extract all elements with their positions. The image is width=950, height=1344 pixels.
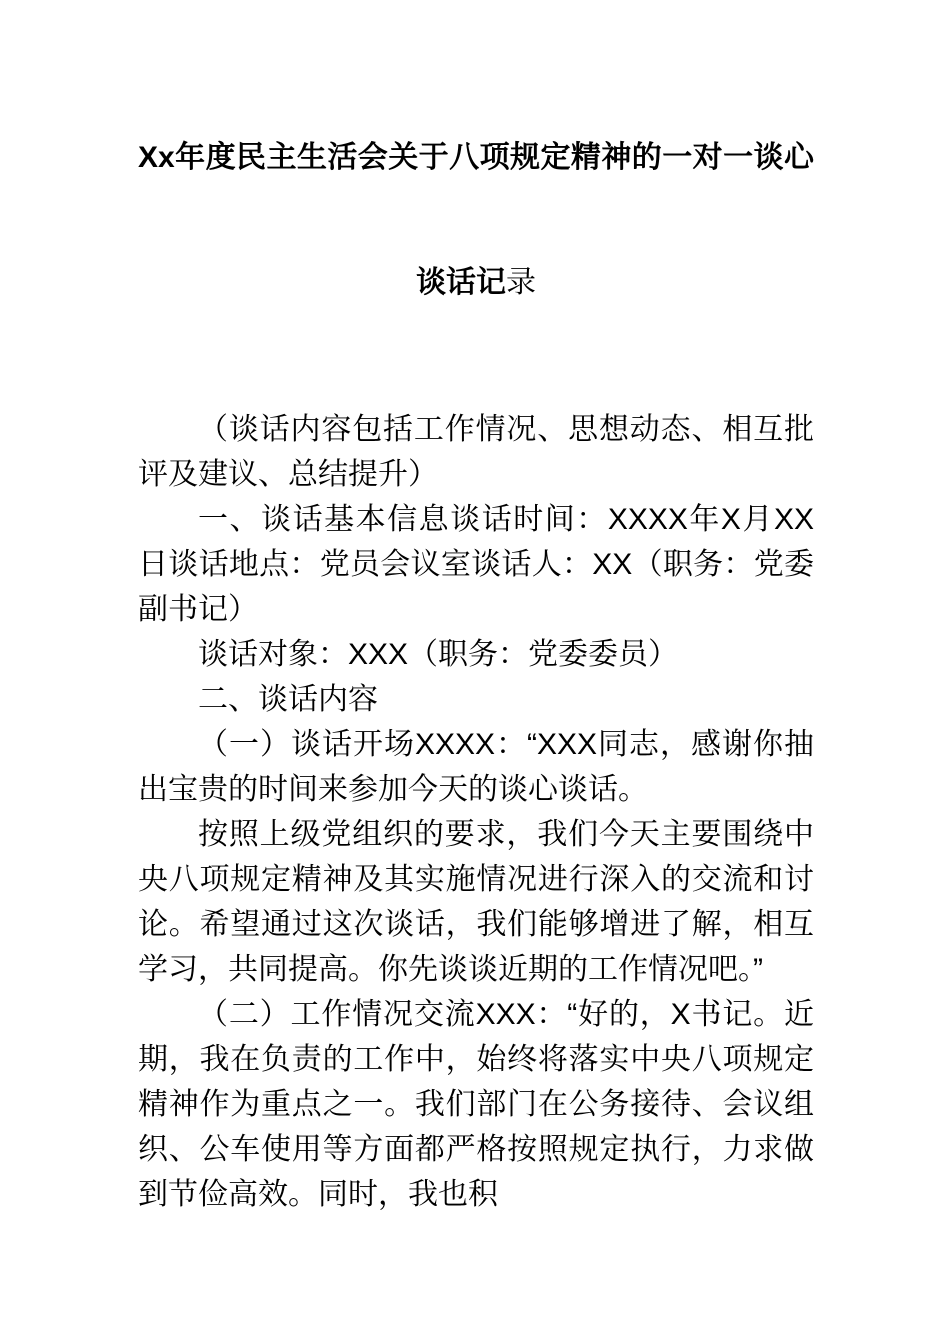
paragraph-subsection-one-opening: （一）谈话开场XXXX：“XXX同志，感谢你抽出宝贵的时间来参加今天的谈心谈话。 [138,728,814,806]
page-title-line-2: 录 [506,266,536,299]
paragraph-subsection-two-work-exchange: （二）工作情况交流XXX：“好的，X书记。近期，我在负责的工作中，始终将落实中央八项规定精神作为重点之一。我们部门在公务接待、会议组织、公车使用等方面都严格按照规定执行，力求做到节俭高效。同时，我也积 [138,998,814,1211]
paragraph-interviewee: 谈话对象：XXX（职务：党委委员） [198,638,679,671]
paragraph-section-two-content: 二、谈话内容 [198,683,378,716]
paragraph-section-one-basic-info: 一、谈话基本信息谈话时间：XXXX年X月XX日谈话地点：党员会议室谈话人：XX（职务：党委副书记） [138,503,814,626]
page-title [138,0,814,345]
document-body [138,0,814,1217]
paragraph-scope-note: （谈话内容包括工作情况、思想动态、相互批评及建议、总结提升） [138,413,814,491]
paragraph-opening-body: 按照上级党组织的要求，我们今天主要围绕中央八项规定精神及其实施情况进行深入的交流和讨论。希望通过这次谈话，我们能够增进了解，相互学习，共同提高。你先谈谈近期的工作情况吧。” [138,818,814,986]
page-title-line-1: Xx年度民主生活会关于八项规定精神的一对一谈心谈话记 [138,141,814,299]
